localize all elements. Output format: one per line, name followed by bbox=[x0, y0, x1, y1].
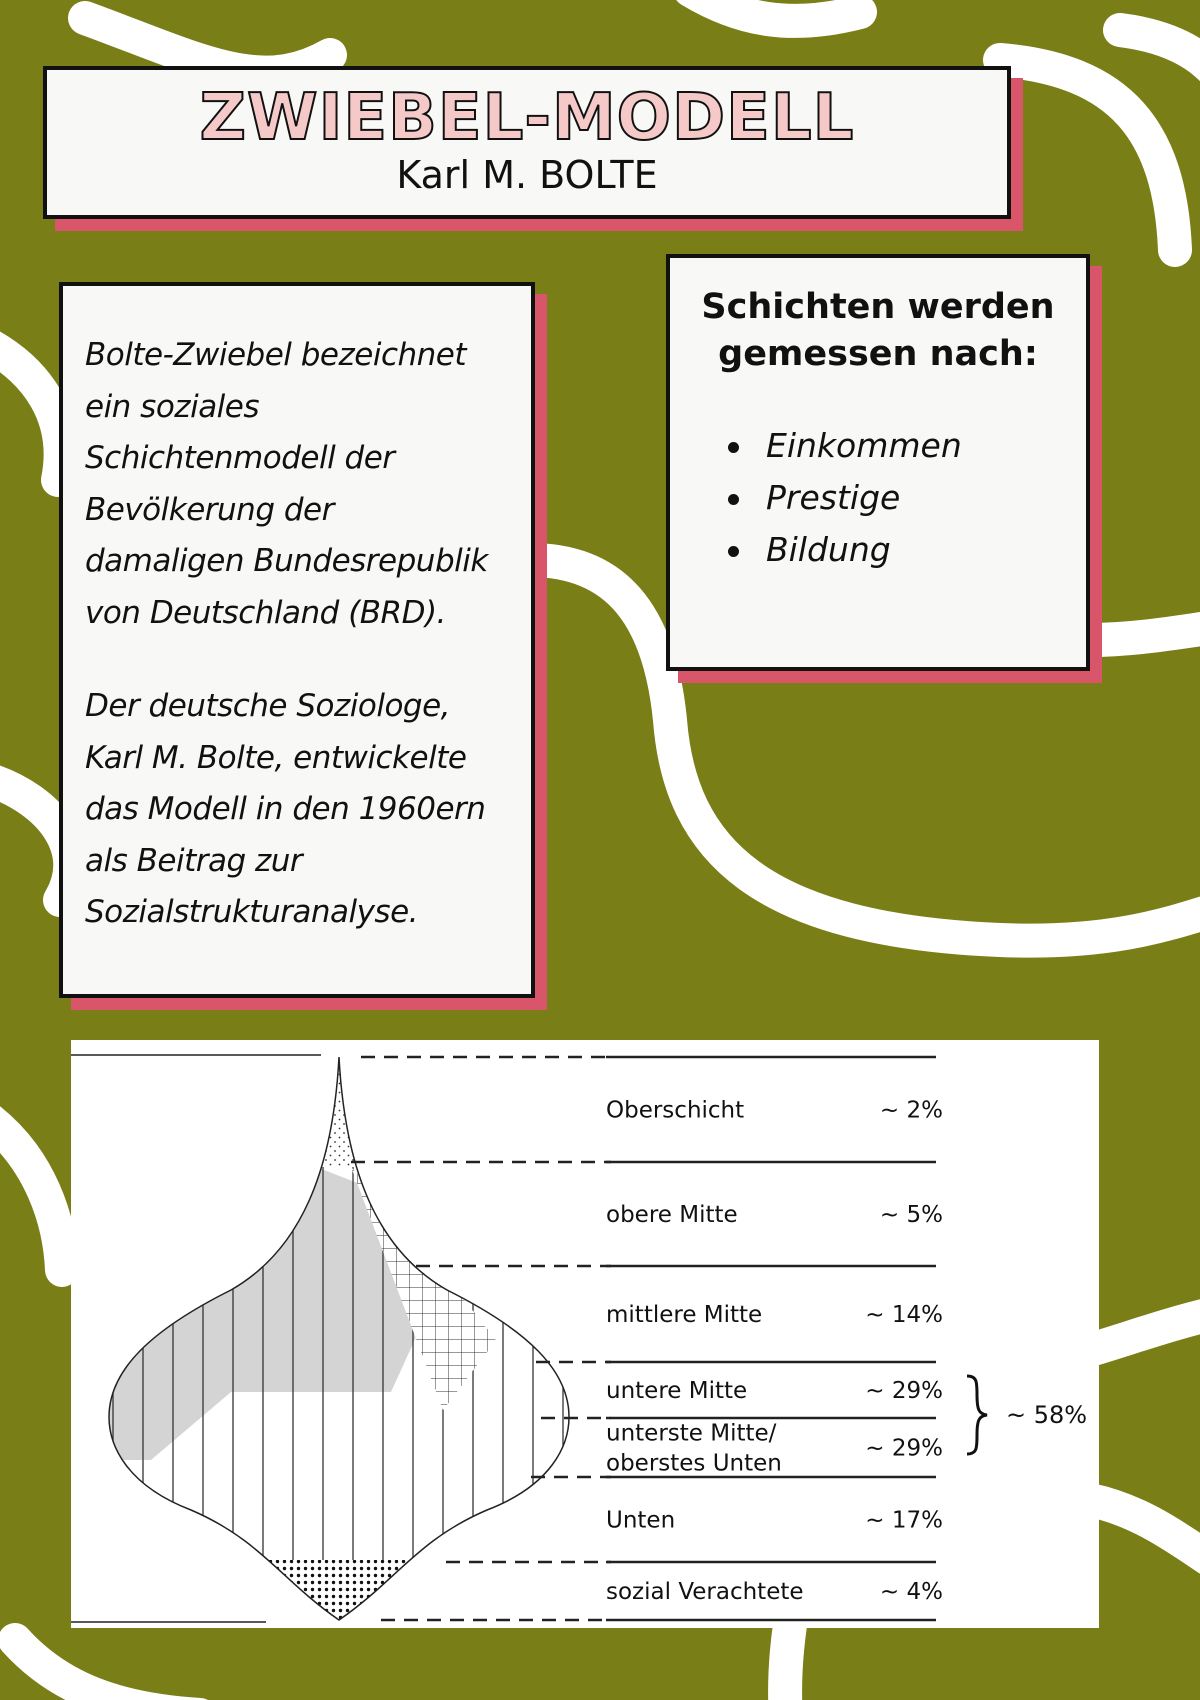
page-title: ZWIEBEL-MODELL bbox=[199, 81, 855, 155]
text-line: Schichten werden bbox=[701, 287, 1055, 327]
list-item bbox=[728, 472, 962, 524]
group-total-label: ~ 58% bbox=[1006, 1401, 1088, 1429]
layer-percent: ~ 29% bbox=[865, 1435, 943, 1462]
criteria-item-label: Prestige bbox=[766, 478, 901, 517]
list-item bbox=[728, 420, 962, 472]
title-card bbox=[43, 66, 1011, 219]
text-line: ein soziales bbox=[85, 388, 260, 425]
layer-label: unterste Mitte/ bbox=[606, 1420, 777, 1447]
layer-label: Unten bbox=[606, 1507, 676, 1534]
onion-body bbox=[71, 1040, 611, 1628]
layer-label: untere Mitte bbox=[606, 1378, 748, 1404]
layer-labels bbox=[606, 1098, 943, 1606]
criteria-card bbox=[666, 254, 1090, 671]
text-line: das Modell in den 1960ern bbox=[85, 791, 486, 827]
layer-percent: ~ 5% bbox=[879, 1202, 943, 1228]
layer-label: obere Mitte bbox=[606, 1202, 738, 1228]
onion-diagram bbox=[71, 1040, 1099, 1628]
bullet-icon bbox=[728, 494, 739, 505]
description-paragraph-2 bbox=[85, 681, 515, 939]
onion-diagram-svg bbox=[71, 1040, 1099, 1628]
layer-percent: ~ 4% bbox=[879, 1579, 943, 1605]
bullet-icon bbox=[728, 546, 739, 557]
layer-percent: ~ 14% bbox=[865, 1302, 943, 1328]
text-line: als Beitrag zur bbox=[85, 842, 303, 879]
page-subtitle: Karl M. BOLTE bbox=[396, 153, 658, 197]
layer-label: mittlere Mitte bbox=[606, 1302, 763, 1328]
text-line: Karl M. Bolte, entwickelte bbox=[85, 739, 467, 776]
layer-label: Oberschicht bbox=[606, 1097, 745, 1124]
text-line: Bolte-Zwiebel bezeichnet bbox=[85, 337, 467, 373]
layer-percent: ~ 29% bbox=[865, 1378, 943, 1404]
text-line: Sozialstrukturanalyse. bbox=[85, 894, 419, 930]
criteria-item-label: Einkommen bbox=[766, 426, 962, 465]
bullet-icon bbox=[728, 442, 739, 453]
layer-percent: ~ 17% bbox=[865, 1507, 943, 1534]
text-line: Schichtenmodell der bbox=[85, 440, 395, 476]
description-paragraph-1 bbox=[85, 330, 515, 639]
text-line: gemessen nach: bbox=[718, 334, 1038, 374]
text-line: Bevölkerung der bbox=[85, 491, 334, 528]
text-line: Der deutsche Soziologe, bbox=[85, 688, 451, 724]
criteria-item-label: Bildung bbox=[766, 530, 891, 569]
text-line: von Deutschland (BRD). bbox=[85, 594, 446, 631]
layer-label: sozial Verachtete bbox=[606, 1579, 804, 1605]
list-item bbox=[728, 524, 962, 576]
criteria-title bbox=[670, 284, 1086, 378]
description-card bbox=[59, 282, 535, 998]
criteria-list bbox=[728, 420, 962, 576]
text-line: damaligen Bundesrepublik bbox=[85, 543, 488, 579]
layer-percent: ~ 2% bbox=[879, 1097, 943, 1124]
brace-icon bbox=[967, 1376, 987, 1454]
layer-label: oberstes Unten bbox=[606, 1450, 782, 1477]
